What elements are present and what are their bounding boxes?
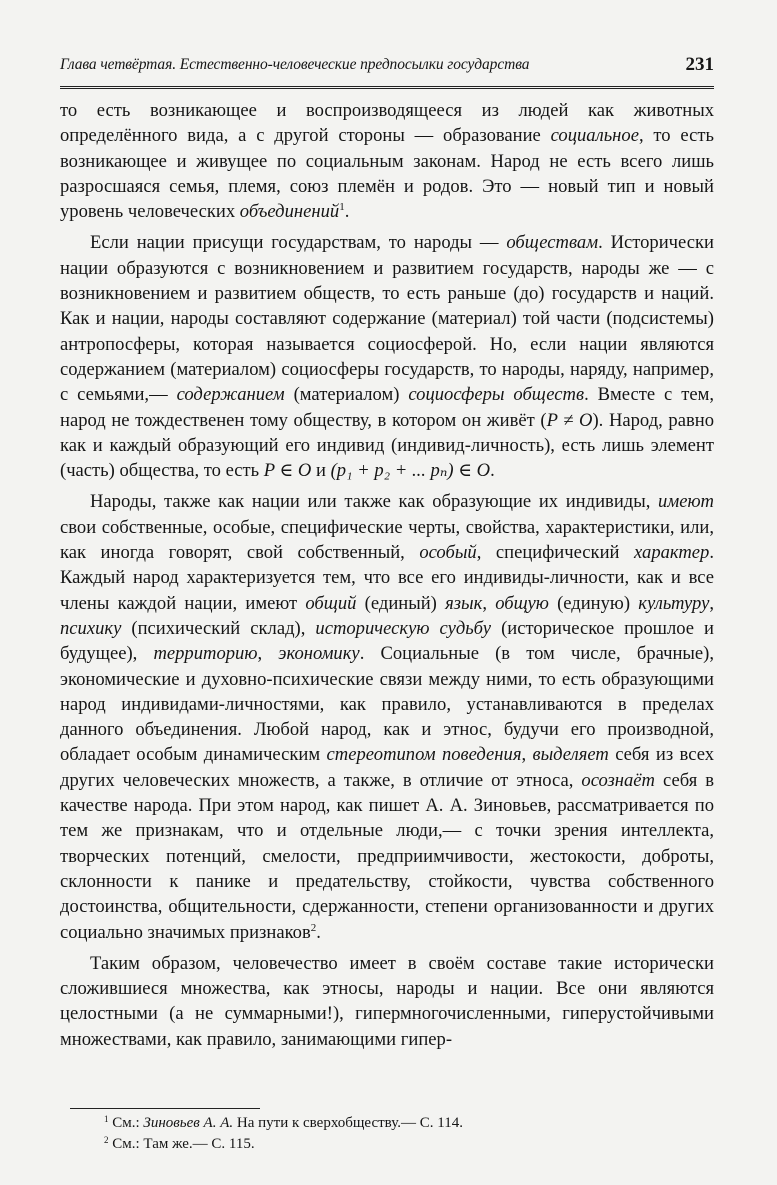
formula: (p₁ + p₂ + ... pₙ) ∈ O [330,460,491,482]
emphasis: стереотипом поведения [326,744,522,766]
page-number: 231 [685,54,714,75]
footnote-2: $^2$ См.: Там же.— С. 115. [104,1135,255,1152]
emphasis: содержанием [176,384,285,406]
emphasis: историческую судьбу [315,617,492,639]
paragraph-2: Если нации присущи государствам, то народы — обществам. Исторически нации образуются с возникновением и развитием государств, народы же — с возникновением и развитием обществ, то есть раньше (до) государств и наций. Как и нации, народы составляют содержание (материал) той части (подсистемы) антропосферы, которая называется социосферой. Но, если нации являются содержанием (материалом) социосферы государств, то народы, наряду, например, с семьями,— содержанием (материалом) социосферы обществ. Вместе с тем, народ не тождественен тому обществу, в котором он живёт (P ≠ O). Народ, равно как и каждый образующий его индивид (индивид-личность), есть лишь элемент (часть) общества, то есть P ∈ O и (p₁ + p₂ + ... pₙ) ∈ O. [60,232,715,482]
chapter-title: Глава четвёртая. Естественно-человеческие предпосылки государства [60,56,530,73]
emphasis: объединений [239,201,340,223]
formula: P ≠ O [546,409,593,431]
emphasis: особый [419,542,477,564]
footnote-ref-1[interactable]: 1 [339,201,345,214]
running-header [60,56,714,84]
emphasis: обществам [506,232,599,254]
emphasis: социальное [550,125,639,147]
formula: P ∈ O [263,460,312,482]
paragraph-1: то есть возникающее и воспроизводящееся из людей как животных определённого вида, а с другой стороны — образование социальное, то есть возникающее и живущее по социальным законам. Народ не есть всего лишь разросшаяся семья, племя, союз племён и родов. Это — новый тип и новый уровень человеческих объединений$^1$. [60,100,714,223]
main-text [60,98,714,1052]
emphasis: осознаёт [581,769,655,791]
emphasis: имеют [658,491,714,513]
header-rule [60,86,714,89]
emphasis: психику [60,617,122,639]
emphasis: экономику [278,643,360,665]
footnotes [104,1113,664,1155]
emphasis: территорию [153,643,258,665]
emphasis: язык [445,592,483,614]
emphasis: общий [305,592,357,614]
paragraph-4: Таким образом, человечество имеет в своём составе такие исторически сложившиеся множества, как этносы, народы и нации. Все они являются целостными (а не суммарными!), гипермногочисленными, гиперустойчивыми множествами, как правило, занимающими гипер- [60,952,714,1050]
emphasis: общую [495,592,549,614]
emphasis: культуру [638,592,710,614]
footnote-author: Зиновьев А. А. [143,1115,234,1131]
paragraph-3: Народы, также как нации или также как образующие их индивиды, имеют свои собственные, особые, специфические черты, свойства, характеристики, или, как иногда говорят, свой собственный, особый, специфический характер. Каждый народ характеризуется тем, что все его индивиды-личности, как и все члены каждой нации, имеют общий (единый) язык, общую (единую) культуру, психику (психический склад), историческую судьбу (историческое прошлое и будущее), территорию, экономику. Социальные (в том числе, брачные), экономические и духовно-психические связи между ними, то есть образующими народ индивидами-личностями, как правило, устанавливаются в пределах данного объединения. Любой народ, как и этнос, будучи его производной, обладает особым динамическим стереотипом поведения, выделяет себя из всех других человеческих множеств, а также, в отличие от этноса, осознаёт себя в качестве народа. При этом народ, как пишет А. А. Зиновьев, рассматривается по тем же признакам, что и отдельные люди,— с точки зрения интеллекта, творческих потенций, смелости, предприимчивости, жестокости, доброты, склонности к панике и предательству, стойкости, чувства собственного достоинства, общительности, сдержанности, степени организованности и других социально значимых признаков$^2$. [60,491,715,943]
emphasis: характер [634,542,710,564]
footnote-ref-2[interactable]: 2 [310,921,317,934]
footnote-rule [70,1108,260,1109]
footnote-1: $^1$ См.: Зиновьев А. А. На пути к сверхобществу.— С. 114. [104,1114,463,1131]
emphasis: выделяет [532,744,609,766]
emphasis: социосферы обществ [408,384,585,406]
